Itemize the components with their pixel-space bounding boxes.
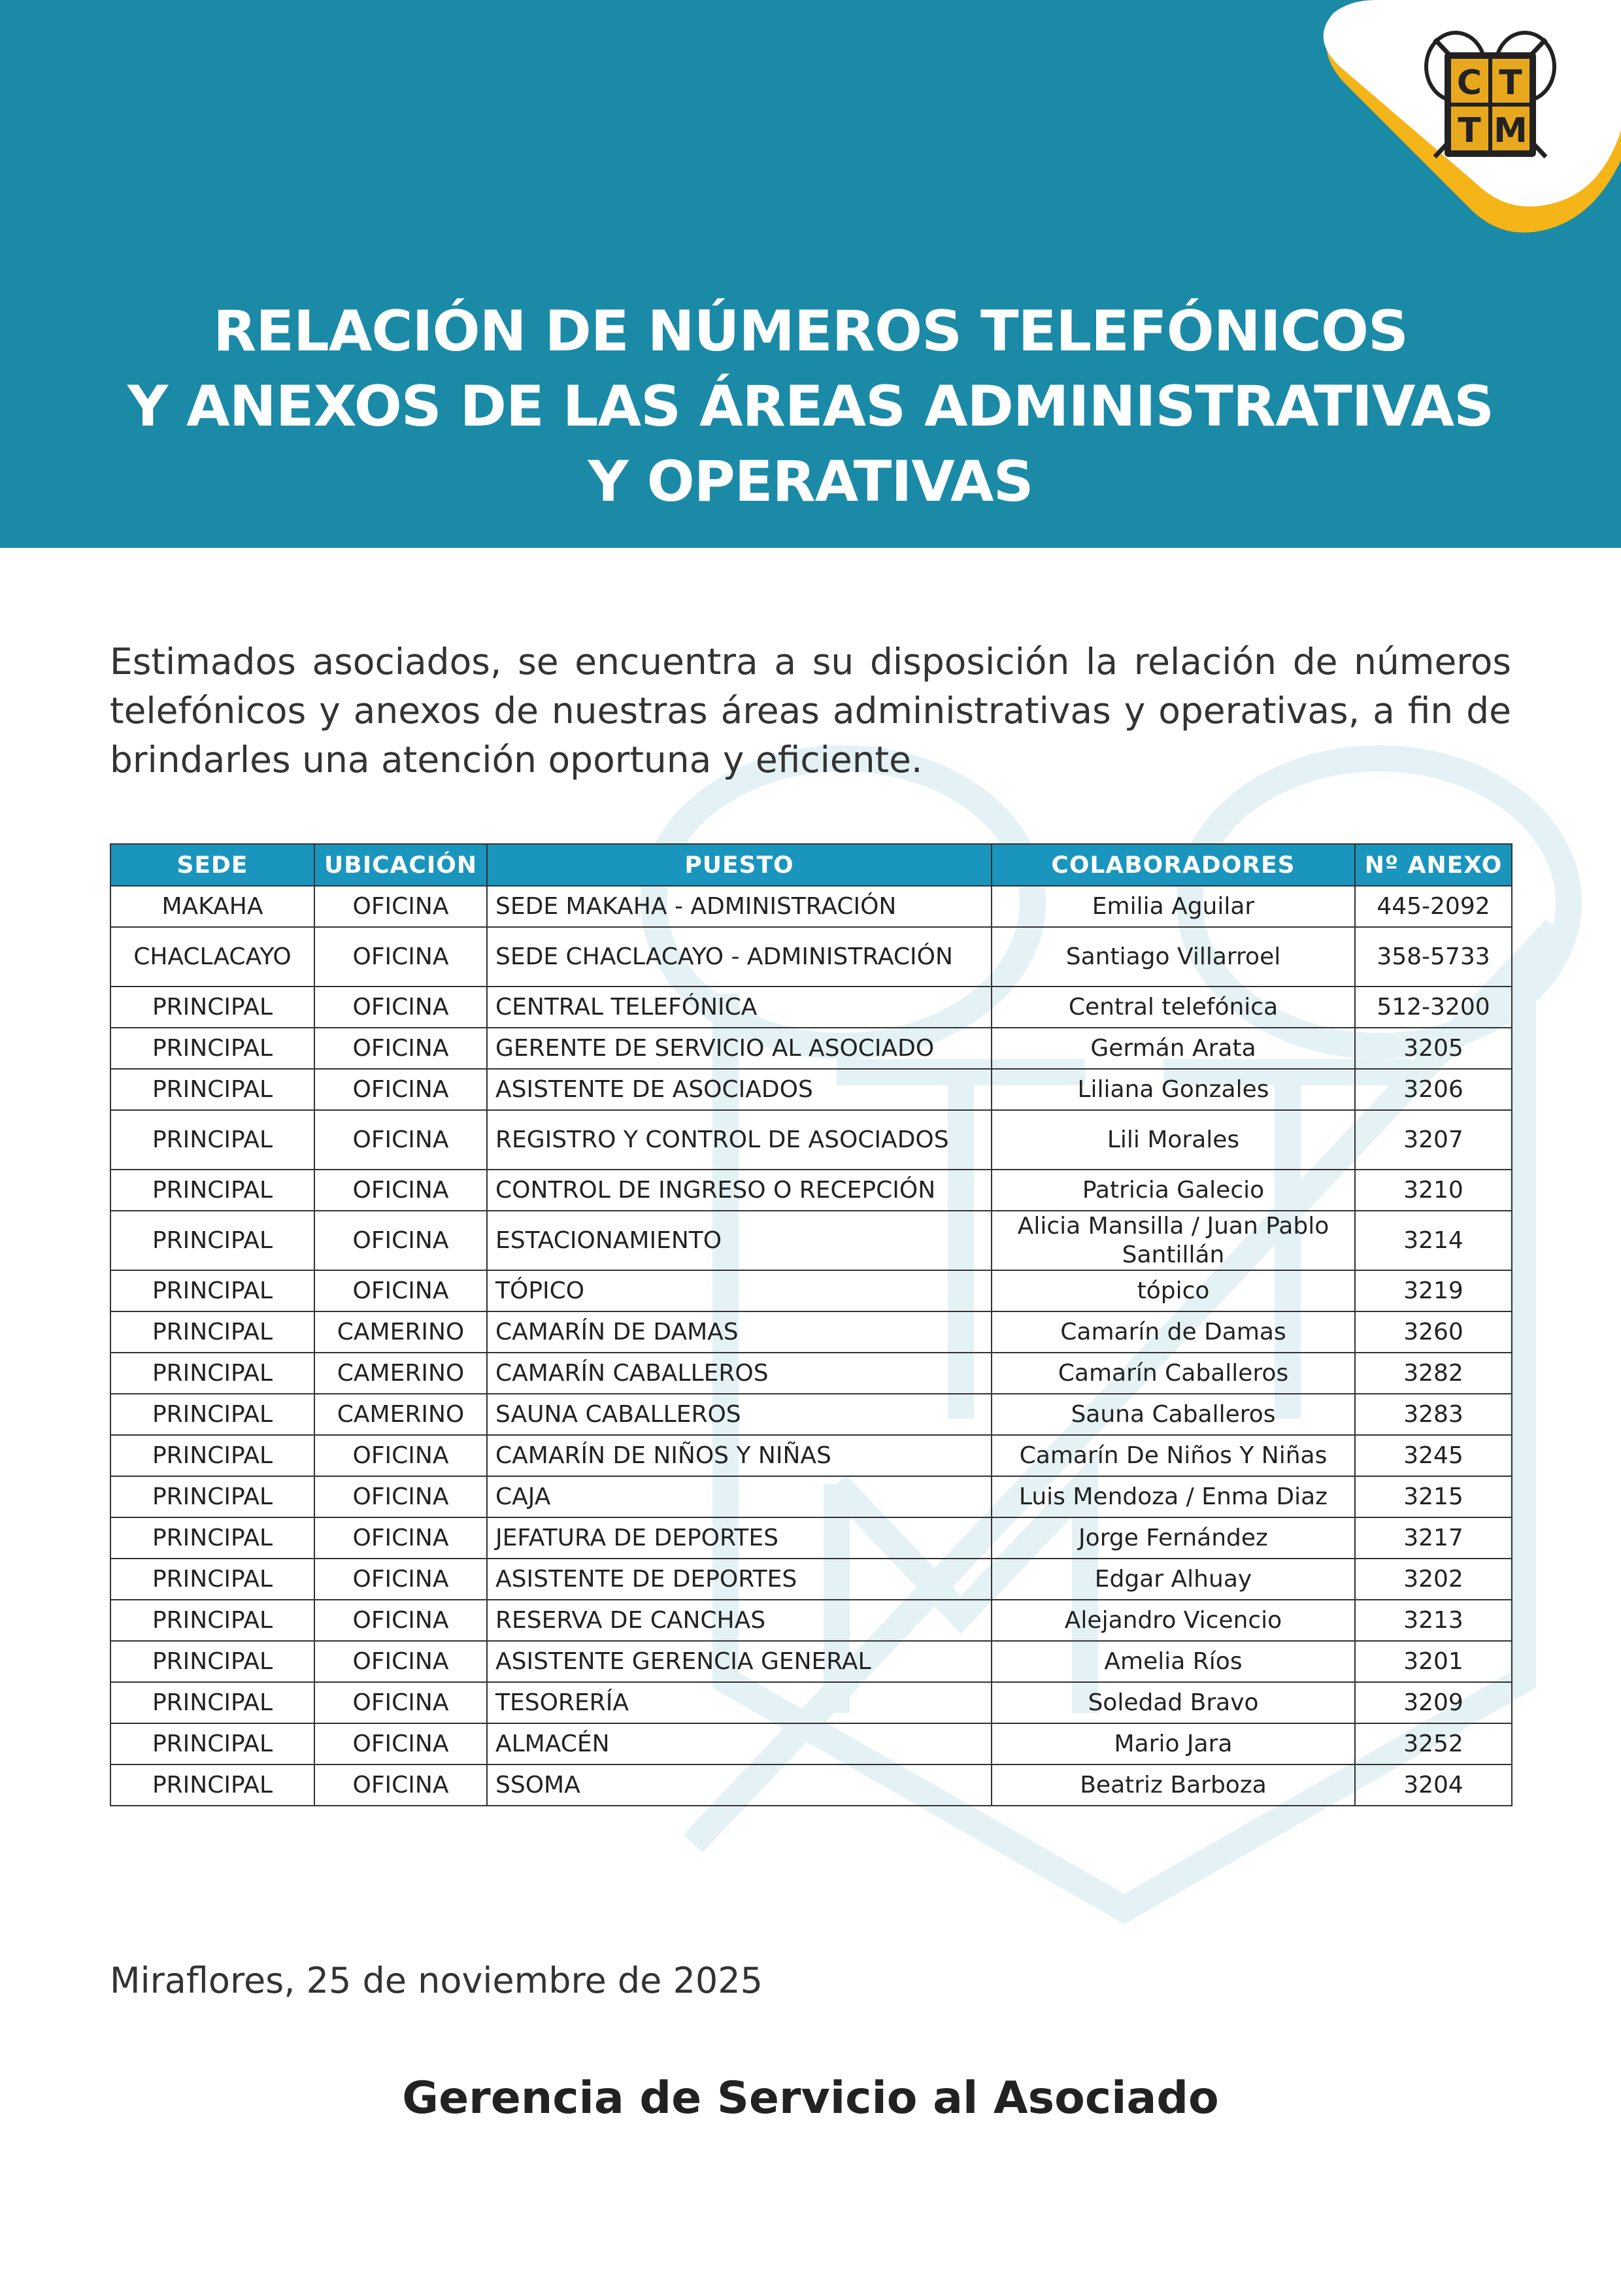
cell-colaborador: Camarín De Niños Y Niñas (992, 1435, 1355, 1476)
table-row (110, 1476, 1512, 1517)
header-sede: SEDE (110, 844, 314, 886)
table-row (110, 1211, 1512, 1270)
cell-anexo: 3207 (1355, 1110, 1512, 1170)
table-row (110, 1394, 1512, 1435)
cell-sede: PRINCIPAL (110, 1311, 314, 1353)
cell-ubicacion: OFICINA (314, 1600, 487, 1641)
cell-anexo: 3245 (1355, 1435, 1512, 1476)
cell-colaborador: Germán Arata (992, 1028, 1355, 1069)
table-row (110, 1600, 1512, 1641)
cell-colaborador: Soledad Bravo (992, 1682, 1355, 1723)
cell-ubicacion: OFICINA (314, 1476, 487, 1517)
cell-puesto: TÓPICO (487, 1270, 992, 1311)
cell-anexo: 3252 (1355, 1723, 1512, 1764)
cell-puesto: GERENTE DE SERVICIO AL ASOCIADO (487, 1028, 992, 1069)
cell-anexo: 3204 (1355, 1764, 1512, 1806)
cell-anexo: 3260 (1355, 1311, 1512, 1353)
cell-anexo: 512-3200 (1355, 987, 1512, 1028)
cell-ubicacion: OFICINA (314, 1641, 487, 1682)
cell-ubicacion: OFICINA (314, 1270, 487, 1311)
corner-badge (0, 0, 1621, 262)
cell-sede: PRINCIPAL (110, 1600, 314, 1641)
cell-ubicacion: OFICINA (314, 927, 487, 987)
cell-sede: PRINCIPAL (110, 1394, 314, 1435)
cell-puesto: CAMARÍN CABALLEROS (487, 1353, 992, 1394)
table-row (110, 1559, 1512, 1600)
cell-colaborador: Camarín de Damas (992, 1311, 1355, 1353)
cell-colaborador: Edgar Alhuay (992, 1559, 1355, 1600)
cell-anexo: 3201 (1355, 1641, 1512, 1682)
cell-ubicacion: OFICINA (314, 1110, 487, 1170)
place-date: Miraflores, 25 de noviembre de 2025 (110, 1960, 763, 2001)
table-row (110, 987, 1512, 1028)
cell-puesto: RESERVA DE CANCHAS (487, 1600, 992, 1641)
table-row (110, 1069, 1512, 1110)
cell-colaborador: Liliana Gonzales (992, 1069, 1355, 1110)
cell-anexo: 3283 (1355, 1394, 1512, 1435)
table-row (110, 1028, 1512, 1069)
cell-anexo: 3217 (1355, 1517, 1512, 1559)
title-line-1: RELACIÓN DE NÚMEROS TELEFÓNICOS (213, 299, 1408, 364)
table-row (110, 1641, 1512, 1682)
cell-ubicacion: OFICINA (314, 1517, 487, 1559)
cell-ubicacion: CAMERINO (314, 1311, 487, 1353)
cell-anexo: 3219 (1355, 1270, 1512, 1311)
cell-sede: PRINCIPAL (110, 1069, 314, 1110)
cell-ubicacion: OFICINA (314, 1764, 487, 1806)
cell-sede: PRINCIPAL (110, 1723, 314, 1764)
header-puesto: PUESTO (487, 844, 992, 886)
cell-colaborador: Lili Morales (992, 1110, 1355, 1170)
cell-ubicacion: OFICINA (314, 1069, 487, 1110)
cell-puesto: SSOMA (487, 1764, 992, 1806)
header-ubicacion: UBICACIÓN (314, 844, 487, 886)
table-row (110, 1170, 1512, 1211)
cell-puesto: JEFATURA DE DEPORTES (487, 1517, 992, 1559)
cell-puesto: ALMACÉN (487, 1723, 992, 1764)
cell-sede: PRINCIPAL (110, 1353, 314, 1394)
cell-anexo: 3282 (1355, 1353, 1512, 1394)
cell-puesto: TESORERÍA (487, 1682, 992, 1723)
cell-puesto: SAUNA CABALLEROS (487, 1394, 992, 1435)
cell-ubicacion: OFICINA (314, 987, 487, 1028)
cell-colaborador: Central telefónica (992, 987, 1355, 1028)
cell-anexo: 3215 (1355, 1476, 1512, 1517)
table-row (110, 1311, 1512, 1353)
cell-puesto: ESTACIONAMIENTO (487, 1211, 992, 1270)
cell-colaborador: Santiago Villarroel (992, 927, 1355, 987)
cell-puesto: SEDE MAKAHA - ADMINISTRACIÓN (487, 886, 992, 927)
cell-colaborador: tópico (992, 1270, 1355, 1311)
cell-sede: PRINCIPAL (110, 1170, 314, 1211)
title-line-2: Y ANEXOS DE LAS ÁREAS ADMINISTRATIVAS (127, 374, 1494, 439)
extensions-table (110, 843, 1512, 1806)
cell-sede: PRINCIPAL (110, 1641, 314, 1682)
header-banner (0, 0, 1621, 548)
cell-puesto: REGISTRO Y CONTROL DE ASOCIADOS (487, 1110, 992, 1170)
table-row (110, 927, 1512, 987)
cell-ubicacion: CAMERINO (314, 1394, 487, 1435)
cell-sede: PRINCIPAL (110, 1476, 314, 1517)
cell-anexo: 3205 (1355, 1028, 1512, 1069)
cell-anexo: 445-2092 (1355, 886, 1512, 927)
table-row (110, 1517, 1512, 1559)
cell-ubicacion: OFICINA (314, 1211, 487, 1270)
header-colaboradores: COLABORADORES (992, 844, 1355, 886)
cell-ubicacion: OFICINA (314, 1559, 487, 1600)
logo-letter-c: C (1456, 63, 1482, 103)
cell-ubicacion: OFICINA (314, 1028, 487, 1069)
cell-sede: PRINCIPAL (110, 1211, 314, 1270)
table-row (110, 1110, 1512, 1170)
cell-puesto: CONTROL DE INGRESO O RECEPCIÓN (487, 1170, 992, 1211)
cell-puesto: ASISTENTE GERENCIA GENERAL (487, 1641, 992, 1682)
cell-ubicacion: OFICINA (314, 1723, 487, 1764)
table-row (110, 1723, 1512, 1764)
cell-sede: PRINCIPAL (110, 1764, 314, 1806)
cell-ubicacion: OFICINA (314, 1435, 487, 1476)
cell-colaborador: Beatriz Barboza (992, 1764, 1355, 1806)
cell-anexo: 3202 (1355, 1559, 1512, 1600)
cell-colaborador: Emilia Aguilar (992, 886, 1355, 927)
cell-colaborador: Amelia Ríos (992, 1641, 1355, 1682)
logo-letter-t1: T (1499, 63, 1522, 103)
cell-colaborador: Jorge Fernández (992, 1517, 1355, 1559)
cell-anexo: 3206 (1355, 1069, 1512, 1110)
cell-anexo: 3210 (1355, 1170, 1512, 1211)
cell-sede: PRINCIPAL (110, 1270, 314, 1311)
cell-sede: PRINCIPAL (110, 987, 314, 1028)
table-row (110, 1764, 1512, 1806)
cell-puesto: CAMARÍN DE NIÑOS Y NIÑAS (487, 1435, 992, 1476)
cell-puesto: SEDE CHACLACAYO - ADMINISTRACIÓN (487, 927, 992, 987)
ctm-logo (1415, 26, 1565, 163)
table-row (110, 1270, 1512, 1311)
intro-paragraph: Estimados asociados, se encuentra a su disposición la relación de números telefónicos y anexos de nuestras áreas administrativas y operativas, a fin de brindarles una atención oportuna y eficiente. (110, 641, 1511, 781)
cell-ubicacion: CAMERINO (314, 1353, 487, 1394)
title-line-3: Y OPERATIVAS (588, 449, 1033, 515)
cell-puesto: CENTRAL TELEFÓNICA (487, 987, 992, 1028)
cell-colaborador: Camarín Caballeros (992, 1353, 1355, 1394)
cell-sede: PRINCIPAL (110, 1028, 314, 1069)
cell-colaborador: Alejandro Vicencio (992, 1600, 1355, 1641)
cell-sede: PRINCIPAL (110, 1559, 314, 1600)
cell-ubicacion: OFICINA (314, 1170, 487, 1211)
cell-anexo: 358-5733 (1355, 927, 1512, 987)
table-header-row (110, 844, 1512, 886)
signature: Gerencia de Servicio al Asociado (402, 2072, 1219, 2124)
cell-anexo: 3209 (1355, 1682, 1512, 1723)
cell-colaborador: Alicia Mansilla / Juan Pablo Santillán (992, 1211, 1355, 1270)
cell-puesto: ASISTENTE DE ASOCIADOS (487, 1069, 992, 1110)
cell-puesto: CAMARÍN DE DAMAS (487, 1311, 992, 1353)
table-row (110, 1353, 1512, 1394)
cell-colaborador: Luis Mendoza / Enma Diaz (992, 1476, 1355, 1517)
cell-anexo: 3213 (1355, 1600, 1512, 1641)
cell-sede: PRINCIPAL (110, 1517, 314, 1559)
header-anexo: Nº ANEXO (1355, 844, 1512, 886)
cell-puesto: CAJA (487, 1476, 992, 1517)
cell-ubicacion: OFICINA (314, 1682, 487, 1723)
page-title (0, 294, 1621, 520)
table-row (110, 1435, 1512, 1476)
cell-sede: PRINCIPAL (110, 1682, 314, 1723)
cell-colaborador: Patricia Galecio (992, 1170, 1355, 1211)
table-row (110, 886, 1512, 927)
cell-sede: MAKAHA (110, 886, 314, 927)
cell-sede: CHACLACAYO (110, 927, 314, 987)
cell-colaborador: Mario Jara (992, 1723, 1355, 1764)
cell-ubicacion: OFICINA (314, 886, 487, 927)
logo-letter-t2: T (1458, 111, 1481, 150)
cell-puesto: ASISTENTE DE DEPORTES (487, 1559, 992, 1600)
cell-sede: PRINCIPAL (110, 1435, 314, 1476)
cell-sede: PRINCIPAL (110, 1110, 314, 1170)
table-row (110, 1682, 1512, 1723)
logo-letter-m: M (1494, 111, 1528, 150)
cell-colaborador: Sauna Caballeros (992, 1394, 1355, 1435)
cell-anexo: 3214 (1355, 1211, 1512, 1270)
